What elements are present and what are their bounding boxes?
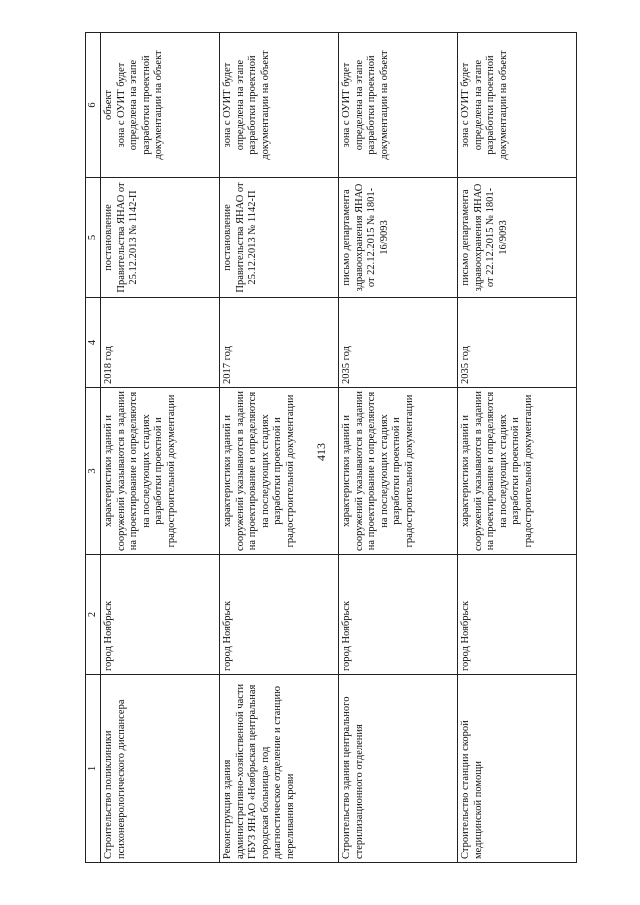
column-header: 2: [86, 555, 101, 675]
column-header: 6: [86, 33, 101, 178]
column-header: 3: [86, 388, 101, 555]
table-row: [458, 33, 577, 863]
planning-table: [85, 33, 577, 863]
column-header: 1: [86, 675, 101, 863]
object-name-cell: Строительство поликлиники психоневрологического диспансера: [101, 675, 220, 863]
zone-cell: зона с ОУИТ будет определена на этапе разработки проектной документации на объект: [458, 33, 577, 178]
location-cell: город Ноябрьск: [220, 555, 339, 675]
object-name-cell: Строительство станции скорой медицинской помощи: [458, 675, 577, 863]
table-row: [220, 33, 339, 863]
basis-cell: постановление Правительства ЯНАО от 25.12.2013 № 1142-П: [101, 178, 220, 298]
table-row: [101, 33, 220, 863]
characteristics-cell: характеристики зданий и сооружений указываются в задании на проектирование и определяются на последующих стадиях разработки проектной и градостроительной документации: [220, 388, 339, 555]
year-cell: 2018 год: [101, 298, 220, 388]
column-header: 5: [86, 178, 101, 298]
header-row: [86, 33, 101, 863]
location-cell: город Ноябрьск: [458, 555, 577, 675]
zone-cell: зона с ОУИТ будет определена на этапе разработки проектной документации на объект: [339, 33, 458, 178]
column-header: 4: [86, 298, 101, 388]
zone-text: зона с ОУИТ будет определена на этапе разработки проектной документации на объект: [115, 50, 164, 160]
object-name-cell: Строительство здания центрального стерилизационного отделения: [339, 675, 458, 863]
year-cell: 2035 год: [458, 298, 577, 388]
rotated-table-area: [85, 33, 577, 863]
zone-cell: зона с ОУИТ будет определена на этапе разработки проектной документации на объект: [220, 33, 339, 178]
basis-cell: письмо департамента здравоохранения ЯНАО от 22.12.2015 № 1801-16/9093: [339, 178, 458, 298]
location-cell: город Ноябрьск: [101, 555, 220, 675]
basis-cell: письмо департамента здравоохранения ЯНАО от 22.12.2015 № 1801-16/9093: [458, 178, 577, 298]
characteristics-cell: характеристики зданий и сооружений указываются в задании на проектирование и определяются на последующих стадиях разработки проектной и градостроительной документации: [101, 388, 220, 555]
table-row: [339, 33, 458, 863]
continued-text: объект: [103, 90, 114, 120]
page-number: 413: [314, 443, 328, 461]
basis-cell: постановление Правительства ЯНАО от 25.12.2013 № 1142-П: [220, 178, 339, 298]
characteristics-cell: характеристики зданий и сооружений указываются в задании на проектирование и определяются на последующих стадиях разработки проектной и градостроительной документации: [339, 388, 458, 555]
location-cell: город Ноябрьск: [339, 555, 458, 675]
year-cell: 2017 год: [220, 298, 339, 388]
object-name-cell: Реконструкция здания административно-хозяйственной части ГБУЗ ЯНАО «Ноябрьская центральная городская больница» под диагностическое отделение и станцию переливания крови: [220, 675, 339, 863]
zone-cell: [101, 33, 220, 178]
characteristics-cell: характеристики зданий и сооружений указываются в задании на проектирование и определяются на последующих стадиях разработки проектной и градостроительной документации: [458, 388, 577, 555]
year-cell: 2035 год: [339, 298, 458, 388]
